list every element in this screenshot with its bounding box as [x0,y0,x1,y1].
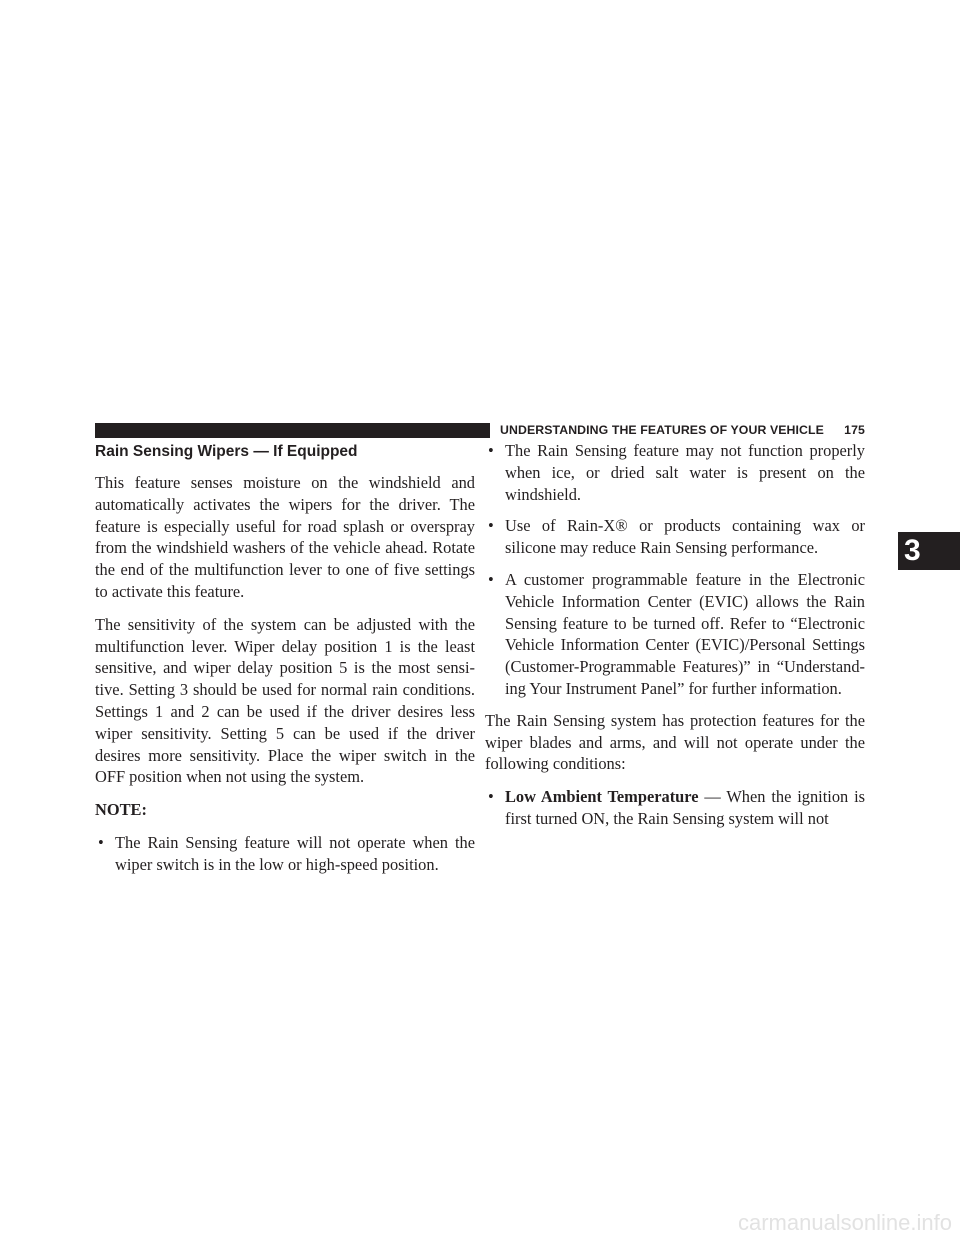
running-header [500,420,865,440]
section-heading: Rain Sensing Wipers — If Equipped [95,443,358,460]
sensitivity-paragraph: The sensitivity of the system can be adjusted with the multifunction lever. Wiper delay position 1 is the least sensitive, and wiper delay position 5 is the most sensi-tive. Setting 3 should be used for normal rain conditions. Settings 1 and 2 can be used if the driver desires less wiper sensitivity. Setting 5 can be used if the driver desires more sensitivity. Place the wiper switch in the OFF position when not using the system. [95,614,475,787]
list-item [485,786,865,830]
chapter-tab: 3 [898,532,960,570]
bullet-icon: • [488,516,494,536]
list-item [485,515,865,559]
list-item [95,832,475,876]
list-item [485,569,865,700]
list-item-text: A customer programmable feature in the Electronic Vehicle Information Center (EVIC) allows the Rain Sensing feature to be turned off. Refer to “Electronic Vehicle Information Center (EVIC)/Personal Settings (Customer-Programmable Features)” in “Understand-ing Your Instrument Panel” for further information. [505,569,865,698]
bullet-icon: • [98,832,104,852]
bullet-icon: • [488,441,494,460]
page-number: 175 [844,423,865,437]
protection-paragraph: The Rain Sensing system has protection features for the wiper blades and arms, and will not operate under the following conditions: [485,710,865,774]
note-label: NOTE: [95,800,147,820]
condition-text: — When the ignition is first turned ON, the Rain Sensing system will not [505,787,865,828]
bullet-icon: • [488,787,494,807]
watermark: carmanualsonline.info [737,1210,952,1235]
list-item-text: Use of Rain-X® or products containing wax or silicone may reduce Rain Sensing performance. [505,516,865,558]
intro-paragraph: This feature senses moisture on the windshield and automatically activates the wipers for the driver. The feature is especially useful for road splash or overspray from the windshield washers of the vehicle ahead. Rotate the end of the multifunction lever to one of five settings to activate this feature. [95,473,475,601]
header-rule-bar [95,423,490,438]
list-item-text: The Rain Sensing feature may not function properly when ice, or dried salt water is present on the windshield. [505,441,865,504]
list-item [485,440,865,505]
bullet-icon: • [488,569,494,589]
condition-label: Low Ambient Temperature [505,787,699,807]
list-item-text: The Rain Sensing feature will not operate when the wiper switch is in the low or high-speed position. [115,832,475,874]
right-column [485,440,865,840]
section-title: UNDERSTANDING THE FEATURES OF YOUR VEHICLE [500,423,824,437]
left-column [95,440,475,886]
